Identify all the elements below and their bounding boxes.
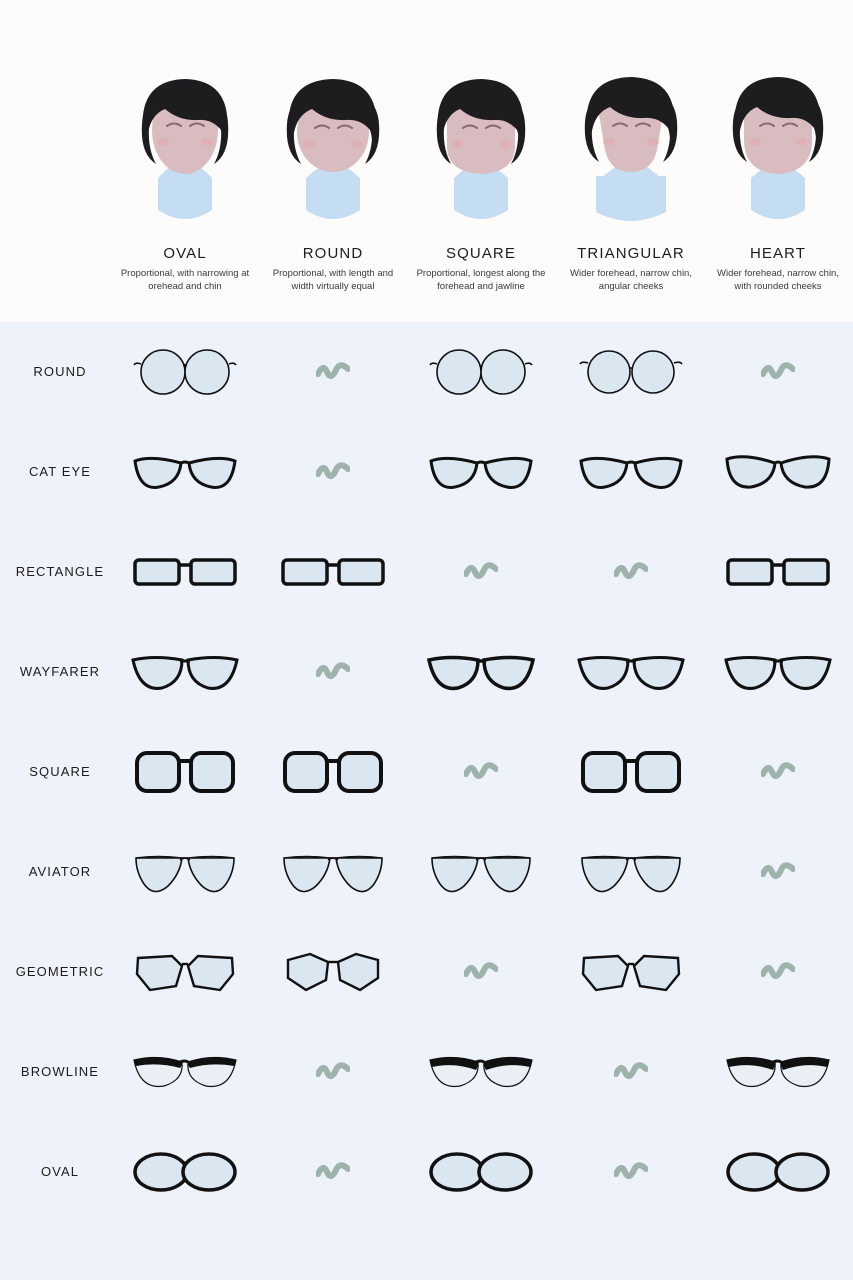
no-match-mark — [703, 322, 853, 422]
no-match-mark — [258, 1122, 408, 1222]
glasses-cat-eye-triangular — [556, 422, 706, 522]
face-name: HEART — [749, 245, 807, 262]
face-name: OVAL — [163, 245, 207, 262]
no-match-mark — [258, 622, 408, 722]
row-label: OVAL — [40, 1164, 80, 1179]
face-triangular-icon — [556, 50, 706, 225]
table-row — [0, 622, 853, 722]
glasses-aviator-round — [258, 822, 408, 922]
face-column-heart — [703, 50, 853, 294]
no-match-mark — [406, 722, 556, 822]
row-label: RECTANGLE — [15, 564, 105, 579]
glasses-round-oval — [110, 322, 260, 422]
glasses-wayfarer-oval — [110, 622, 260, 722]
no-match-mark — [703, 722, 853, 822]
glasses-oval-heart — [703, 1122, 853, 1222]
table-row — [0, 922, 853, 1022]
table-row — [0, 722, 853, 822]
face-heart-icon — [703, 50, 853, 225]
glasses-cat-eye-square — [406, 422, 556, 522]
frame-style-grid — [0, 322, 853, 1280]
glasses-rectangle-round — [258, 522, 408, 622]
no-match-mark — [406, 522, 556, 622]
glasses-geometric-oval — [110, 922, 260, 1022]
row-label: WAYFARER — [19, 664, 101, 679]
no-match-mark — [258, 422, 408, 522]
row-label: CAT EYE — [28, 464, 92, 479]
no-match-mark — [406, 922, 556, 1022]
face-description: Proportional, longest along the forehead and jawline — [416, 268, 546, 292]
row-label: AVIATOR — [28, 864, 92, 879]
glasses-geometric-triangular — [556, 922, 706, 1022]
no-match-mark — [703, 822, 853, 922]
no-match-mark — [258, 1022, 408, 1122]
glasses-aviator-triangular — [556, 822, 706, 922]
glasses-oval-oval — [110, 1122, 260, 1222]
face-description: Proportional, with length and width virtually equal — [272, 268, 394, 292]
row-label: SQUARE — [29, 764, 91, 779]
glasses-cat-eye-heart — [703, 422, 853, 522]
face-description: Wider forehead, narrow chin, angular cheeks — [570, 268, 692, 292]
glasses-rectangle-oval — [110, 522, 260, 622]
table-row — [0, 1122, 853, 1222]
glasses-aviator-square — [406, 822, 556, 922]
table-row — [0, 322, 853, 422]
table-row — [0, 522, 853, 622]
table-row — [0, 822, 853, 922]
glasses-browline-heart — [703, 1022, 853, 1122]
glasses-round-square — [406, 322, 556, 422]
glasses-browline-square — [406, 1022, 556, 1122]
table-row — [0, 1022, 853, 1122]
row-label: BROWLINE — [20, 1064, 100, 1079]
table-row — [0, 422, 853, 522]
glasses-square-oval — [110, 722, 260, 822]
no-match-mark — [556, 1022, 706, 1122]
no-match-mark — [556, 1122, 706, 1222]
glasses-browline-oval — [110, 1022, 260, 1122]
face-description: Wider forehead, narrow chin, with rounded cheeks — [717, 268, 839, 292]
face-name: TRIANGULAR — [577, 245, 685, 262]
face-round-icon — [258, 50, 408, 225]
glasses-geometric-round — [258, 922, 408, 1022]
face-oval-icon — [110, 50, 260, 225]
no-match-mark — [258, 322, 408, 422]
face-name: ROUND — [302, 245, 364, 262]
glasses-wayfarer-square — [406, 622, 556, 722]
face-column-round — [258, 50, 408, 294]
glasses-square-triangular — [556, 722, 706, 822]
face-column-oval — [110, 50, 260, 294]
face-column-square — [406, 50, 556, 294]
row-label: GEOMETRIC — [15, 964, 105, 979]
glasses-round-triangular — [556, 322, 706, 422]
glasses-rectangle-heart — [703, 522, 853, 622]
glasses-square-round — [258, 722, 408, 822]
no-match-mark — [703, 922, 853, 1022]
no-match-mark — [556, 522, 706, 622]
glasses-oval-square — [406, 1122, 556, 1222]
row-label: ROUND — [33, 364, 87, 379]
glasses-cat-eye-oval — [110, 422, 260, 522]
glasses-aviator-oval — [110, 822, 260, 922]
glasses-wayfarer-heart — [703, 622, 853, 722]
face-square-icon — [406, 50, 556, 225]
glasses-wayfarer-triangular — [556, 622, 706, 722]
face-description: Proportional, with narrowing at orehead and chin — [120, 268, 250, 292]
face-column-triangular — [556, 50, 706, 294]
face-name: SQUARE — [446, 245, 516, 262]
